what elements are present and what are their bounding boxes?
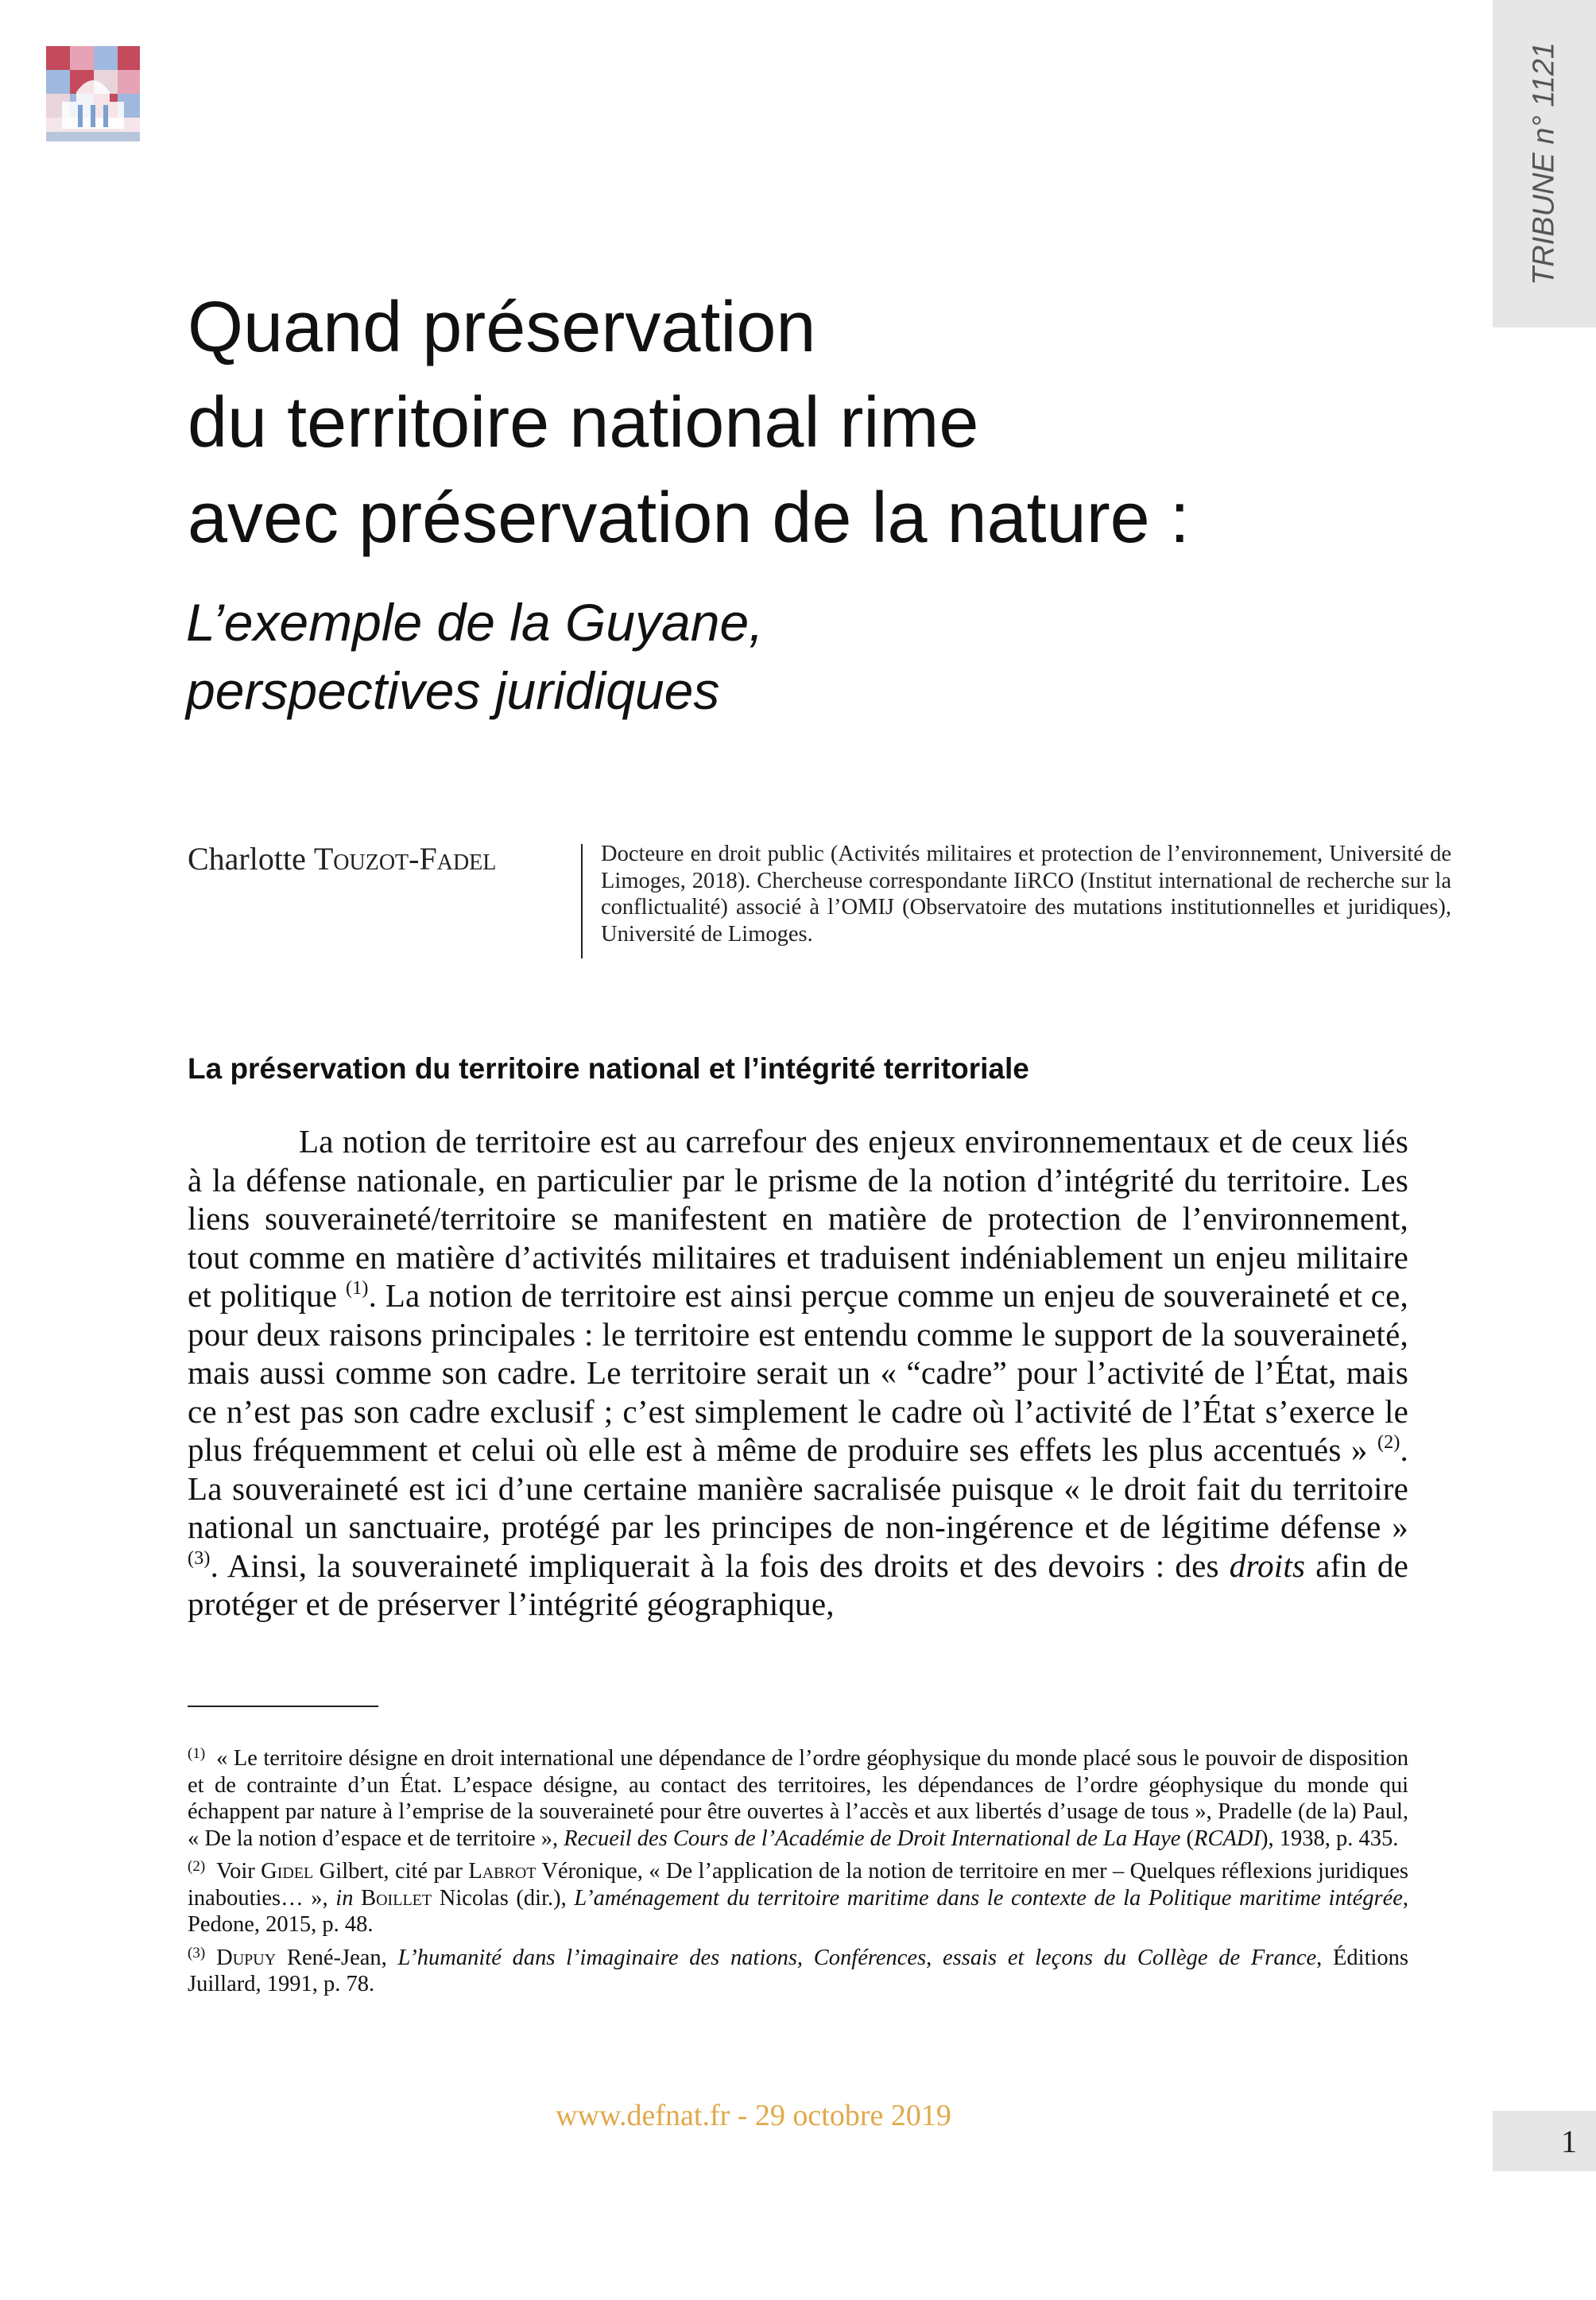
footnote-emphasis: Recueil des Cours de l’Académie de Droit International de La Haye (564, 1826, 1181, 1851)
side-tab (1493, 0, 1596, 327)
footnote-text: Nicolas (dir.), (439, 1885, 567, 1911)
footnote-ref[interactable]: (1) (346, 1278, 369, 1299)
footnote-ref[interactable]: (2) (1377, 1432, 1400, 1453)
body-text-part: . Ainsi, la souveraineté impliquerait à la fois des droits et des devoirs : des (210, 1547, 1219, 1584)
emphasis: droits (1229, 1547, 1306, 1584)
body-text-part: . La souveraineté est ici d’une certaine manière sacralisée puisque « le droit fait du territoire national un sanctuaire, protégé par les principes de non-ingérence et de légitime défense » (188, 1431, 1408, 1545)
page-subtitle (186, 588, 1378, 725)
building-logo-icon (46, 46, 140, 141)
subtitle-line: perspectives juridiques (186, 661, 720, 720)
footnote-number: (3) (188, 1944, 206, 1961)
title-line: Quand préservation (188, 288, 816, 367)
page-number-tab (1493, 2111, 1596, 2171)
footnote-text: ), 1938, p. 435. (1260, 1826, 1399, 1851)
footnote-ref[interactable]: (3) (188, 1547, 211, 1569)
body-paragraph (188, 1122, 1408, 1624)
footnote (188, 1853, 1408, 1938)
page-title (188, 280, 1380, 566)
author-first-name: Charlotte (188, 841, 306, 877)
footnote-text: Gilbert, cité par (319, 1859, 463, 1884)
footnote-emphasis: L’humanité dans l’imaginaire des nations, Conférences, essais et leçons du Collège de France (397, 1945, 1317, 1970)
footnote-emphasis: RCADI (1194, 1826, 1261, 1851)
footnote (188, 1940, 1408, 1998)
footnote (188, 1740, 1408, 1852)
footnote-emphasis: in (335, 1885, 354, 1911)
title-line: avec préservation de la nature : (188, 478, 1190, 558)
footnote-author: Gidel (261, 1859, 314, 1884)
footnotes (188, 1740, 1408, 2000)
footnote-text: , Pedone, 2015, p. 48. (188, 1885, 1409, 1937)
author-divider (581, 844, 583, 958)
footnote-number: (1) (188, 1745, 206, 1762)
section-heading: La préservation du territoire national et l’intégrité territoriale (188, 1052, 1029, 1085)
page-number: 1 (1561, 2124, 1577, 2159)
footnote-text: René-Jean, (286, 1945, 387, 1970)
footnote-text: ( (1186, 1826, 1195, 1851)
author-last-name: Touzot-Fadel (313, 841, 497, 877)
footnote-author: Dupuy (216, 1945, 277, 1970)
title-line: du territoire national rime (188, 383, 979, 463)
tribune-label: TRIBUNE n° 1121 (1527, 42, 1561, 285)
author-name (188, 839, 496, 879)
footnote-text: Voir (216, 1859, 255, 1884)
author-bio: Docteure en droit public (Activités militaires et protection de l’environnement, Université de Limoges, 2018). Chercheuse correspondante IiRCO (Institut international de recherche sur la conflictualité) associé à l’OMIJ (Observatoire des mutations institutionnelles et juridiques), Université de Limoges. (601, 842, 1451, 947)
body-text-part: afin de protéger et de préserver l’intégrité géographique, (188, 1547, 1408, 1622)
footnote-number: (2) (188, 1858, 206, 1875)
footnote-emphasis: L’aménagement du territoire maritime dans le contexte de la Politique maritime intégrée (574, 1885, 1403, 1911)
footnote-text: , Éditions Juillard, 1991, p. 78. (188, 1945, 1409, 1996)
footnote-author: Labrot (468, 1859, 537, 1884)
footnote-text: Véronique, « De l’application de la notion de territoire en mer – Quelques réflexions juridiques inabouties… », (188, 1859, 1409, 1911)
subtitle-line: L’exemple de la Guyane, (186, 593, 764, 652)
footnote-text: « Le territoire désigne en droit international une dépendance de l’ordre géophysique du monde placé sous le pouvoir de disposition et de contrainte d’un État. L’espace désigne, au contact des territoires, les dépendances de l’ordre géophysique du monde qui échappent par nature à l’emprise de la souveraineté pour être ouvertes à l’accès et aux libertés d’usage de tous », Pradelle (de la) Paul, « De la notion d’espace et de territoire », (188, 1746, 1408, 1851)
footnote-rule (188, 1706, 378, 1707)
body-text-part: La notion de territoire est au carrefour des enjeux environnementaux et de ceux liés à la défense nationale, en particulier par le prisme de la notion d’intégrité du territoire. Les liens souveraineté/territoire se manifestent en matière de protection de l’environnement, tout comme en matière d’activités militaires et traduisent indéniablement un enjeu militaire et politique (188, 1123, 1408, 1314)
body-text-part: . La notion de territoire est ainsi perçue comme un enjeu de souveraineté et ce, pour deux raisons principales : le territoire est entendu comme le support de la souveraineté, mais aussi comme son cadre. Le territoire serait un « “cadre” pour l’activité de l’État, mais ce n’est pas son cadre exclusif ; c’est simplement le cadre où l’activité de l’État s’exerce le plus fréquemment et celui où elle est à même de produire ses effets les plus accentués » (188, 1277, 1408, 1468)
footer-link[interactable]: www.defnat.fr - 29 octobre 2019 (556, 2099, 951, 2132)
footnote-author: Boillet (361, 1885, 432, 1911)
